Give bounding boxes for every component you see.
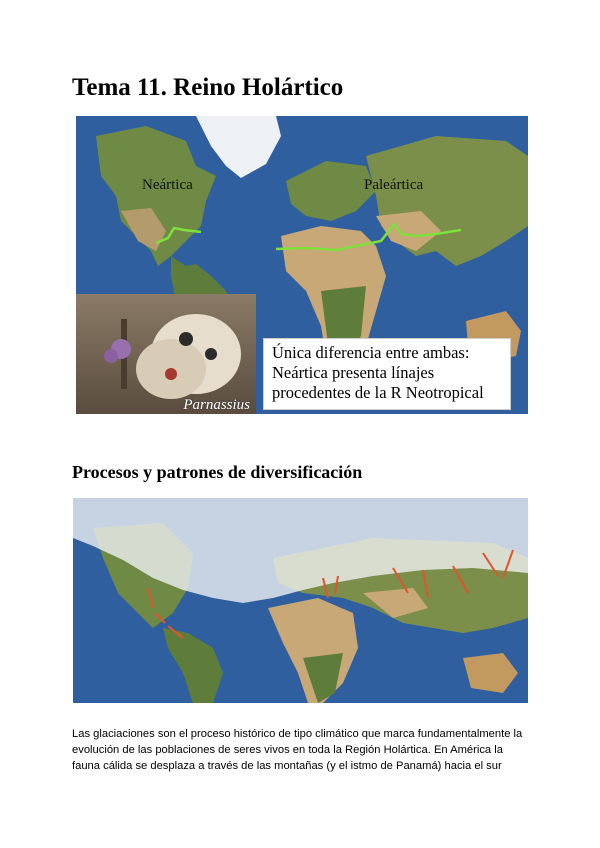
- nearctic-label: Neártica: [142, 177, 193, 193]
- note-line: procedentes de la R Neotropical: [272, 383, 484, 402]
- glaciation-map-image: [73, 498, 528, 703]
- holarctic-map-figure: [76, 116, 528, 414]
- paragraph-line: evolución de las poblaciones de seres vivos en toda la Región Holártica. En América la: [72, 744, 503, 756]
- butterfly-image: [76, 294, 256, 414]
- map-note-box: [263, 338, 511, 410]
- glaciation-map-figure: [73, 498, 528, 703]
- section-heading: Procesos y patrones de diversificación: [72, 462, 363, 482]
- parnassius-butterfly-photo: [76, 294, 256, 414]
- note-line: Neártica presenta línajes: [272, 363, 435, 382]
- paragraph-line: Las glaciaciones son el proceso histórico de tipo climático que marca fundamentalmente la: [72, 728, 523, 740]
- palearctic-label: Paleártica: [364, 177, 424, 193]
- page-title: Tema 11. Reino Holártico: [72, 74, 344, 101]
- paragraph-line: fauna cálida se desplaza a través de las montañas (y el istmo de Panamá) hacia el sur: [72, 760, 502, 772]
- note-line: Única diferencia entre ambas:: [272, 343, 470, 362]
- photo-caption: Parnassius: [183, 397, 250, 413]
- body-paragraph: [72, 726, 532, 774]
